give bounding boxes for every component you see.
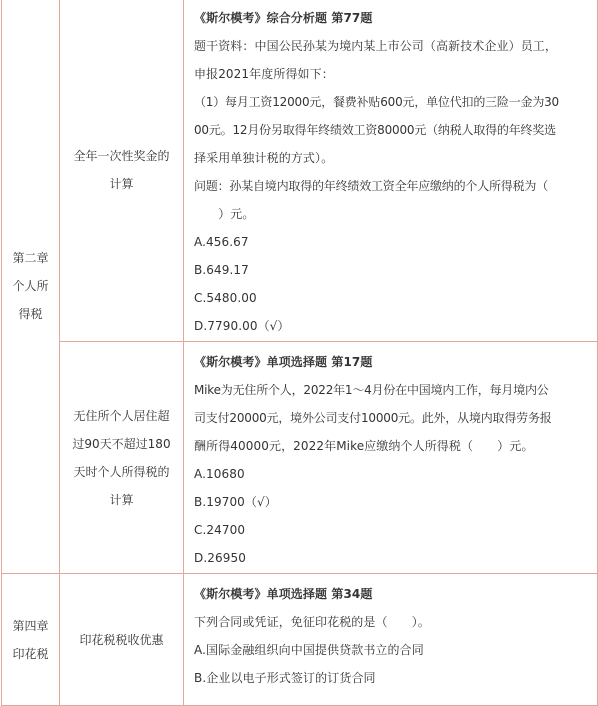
- question-text-line: （1）每月工资12000元，餐费补贴600元，单位代扣的三险一金为30: [194, 95, 559, 109]
- option-d-correct: D.7790.00（√）: [194, 319, 290, 333]
- option-a: A.456.67: [194, 235, 249, 249]
- chapter-label-line: 印花税: [12, 646, 49, 661]
- table-row: [2, 574, 598, 706]
- option-b: B.企业以电子形式签订的订货合同: [194, 671, 376, 685]
- topic-cell: [60, 574, 184, 706]
- topic-line: 天时个人所得税的: [73, 464, 170, 479]
- table-row: [2, 0, 598, 342]
- question-title: 《斯尔模考》综合分析题 第77题: [194, 11, 373, 25]
- topic-line: 全年一次性奖金的: [73, 148, 170, 163]
- option-a: A.10680: [194, 467, 245, 481]
- question-cell: [184, 0, 598, 342]
- question-text-line: 00元。12月份另取得年终绩效工资80000元（纳税人取得的年终奖选: [194, 123, 556, 137]
- topic-line: 无住所个人居住超: [73, 408, 170, 423]
- table-row: [2, 342, 598, 574]
- question-text-line: 择采用单独计税的方式）。: [194, 151, 334, 165]
- option-b: B.649.17: [194, 263, 249, 277]
- option-a: A.国际金融组织向中国提供贷款书立的合同: [194, 643, 424, 657]
- chapter-label-line: 得税: [18, 306, 43, 321]
- topic-line: 印花税税收优惠: [79, 632, 164, 647]
- question-text-line: 问题：孙某自境内取得的年终绩效工资全年应缴纳的个人所得税为（: [194, 179, 549, 193]
- chapter-cell-4: [2, 574, 60, 706]
- option-c: C.5480.00: [194, 291, 257, 305]
- question-cell: [184, 342, 598, 574]
- chapter-label-line: 第二章: [12, 250, 49, 265]
- option-c: C.24700: [194, 523, 246, 537]
- topic-line: 过90天不超过180: [72, 436, 171, 451]
- tax-exam-table: [1, 0, 598, 706]
- chapter-label-line: 个人所: [12, 278, 49, 293]
- question-text-line: ）元。: [194, 207, 255, 221]
- question-text-line: 下列合同或凭证，免征印花税的是（ ）。: [194, 615, 431, 629]
- question-text-line: 酬所得40000元，2022年Mike应缴纳个人所得税（ ）元。: [194, 439, 534, 453]
- question-text-line: 司支付20000元，境外公司支付10000元。此外，从境内取得劳务报: [194, 411, 552, 425]
- question-text-line: Mike为无住所个人，2022年1～4月份在中国境内工作，每月境内公: [194, 383, 549, 397]
- question-cell: [184, 574, 598, 706]
- question-title: 《斯尔模考》单项选择题 第17题: [194, 355, 373, 369]
- topic-cell: [60, 0, 184, 342]
- chapter-cell-2: [2, 0, 60, 574]
- option-b-correct: B.19700（√）: [194, 495, 277, 509]
- question-text-line: 题干资料：中国公民孙某为境内某上市公司（高新技术企业）员工，: [194, 39, 558, 53]
- topic-line: 计算: [109, 176, 134, 191]
- option-d: D.26950: [194, 551, 246, 565]
- question-text-line: 申报2021年度所得如下：: [194, 67, 334, 81]
- topic-line: 计算: [109, 492, 134, 507]
- topic-cell: [60, 342, 184, 574]
- question-title: 《斯尔模考》单项选择题 第34题: [194, 587, 373, 601]
- chapter-label-line: 第四章: [12, 618, 49, 633]
